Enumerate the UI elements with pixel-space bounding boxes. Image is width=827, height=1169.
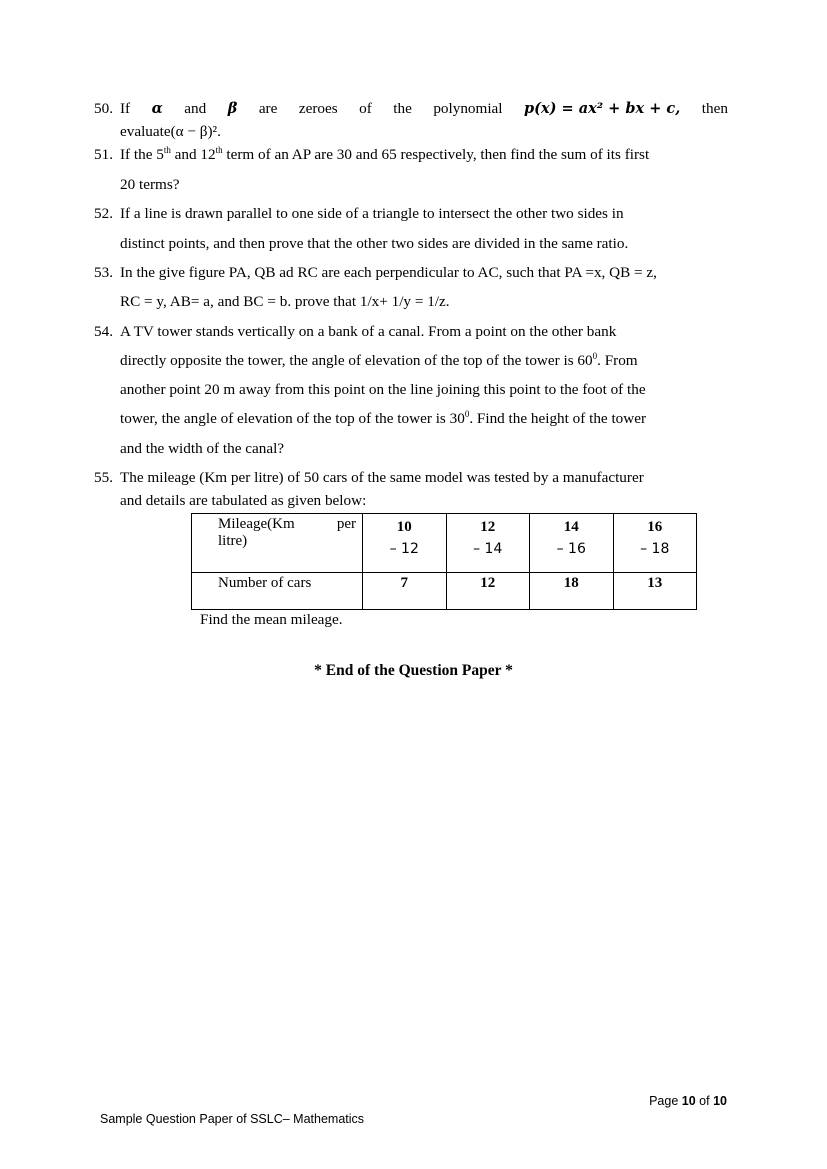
question-54-line-5: and the width of the canal? <box>120 440 285 457</box>
question-55-line-1: The mileage (Km per litre) of 50 cars of the same model was tested by a manufacturer <box>120 469 644 486</box>
table-cell-count: 7 <box>363 573 447 610</box>
question-54-line-2: directly opposite the tower, the angle of elevation of the top of the tower is $60^0$. From <box>120 351 638 369</box>
mileage-table <box>191 513 697 610</box>
table-cell-range: 12 – 14 <box>446 514 530 573</box>
table-cell-count: 12 <box>446 573 530 610</box>
question-50-line-2: evaluate(α − β)². <box>120 123 221 140</box>
page-number: Page 10 of 10 <box>649 1094 727 1108</box>
question-54-line-4: tower, the angle of elevation of the top of the tower is $30^0$. Find the height of the tower <box>120 409 647 427</box>
question-53-line-2: RC = y, AB= a, and BC = b. prove that 1/x+ 1/y = 1/z. <box>120 293 450 310</box>
polynomial-expression: p(x) = ax² + bx + c, <box>523 100 681 117</box>
question-number: 54. <box>94 323 113 340</box>
question-55-closing: Find the mean mileage. <box>200 611 343 628</box>
table-row <box>192 573 697 610</box>
question-54-line-1: A TV tower stands vertically on a bank of a canal. From a point on the other bank <box>120 323 617 340</box>
question-number: 52. <box>94 205 113 222</box>
table-cell-count: 13 <box>613 573 697 610</box>
question-number: 51. <box>94 146 113 163</box>
table-header-cell: Mileage(Km per litre) <box>192 514 363 573</box>
end-of-paper: * End of the Question Paper * <box>314 662 513 679</box>
footer-document-title: Sample Question Paper of SSLC– Mathematics <box>100 1112 365 1126</box>
question-53-line-1: In the give figure PA, QB ad RC are each perpendicular to AC, such that PA =x, QB = z, <box>120 264 657 281</box>
question-number: 50. <box>94 100 113 117</box>
question-54-line-3: another point 20 m away from this point on the line joining this point to the foot of the <box>120 381 646 398</box>
table-row <box>192 514 697 573</box>
table-row-label: Number of cars <box>192 573 363 610</box>
question-number: 55. <box>94 469 113 486</box>
question-number: 53. <box>94 264 113 281</box>
table-cell-range: 10 – 12 <box>363 514 447 573</box>
question-52-line-1: If a line is drawn parallel to one side of a triangle to intersect the other two sides in <box>120 205 624 222</box>
table-cell-count: 18 <box>530 573 614 610</box>
question-55-line-2: and details are tabulated as given below: <box>120 492 367 509</box>
question-51-line-2: 20 terms? <box>120 176 180 193</box>
question-51-line-1: If the 5th and 12th term of an AP are 30 and 65 respectively, then find the sum of its first <box>120 145 650 163</box>
question-52-line-2: distinct points, and then prove that the other two sides are divided in the same ratio. <box>120 235 629 252</box>
table-cell-range: 14 – 16 <box>530 514 614 573</box>
table-cell-range: 16 – 18 <box>613 514 697 573</box>
question-50-line-1: If α and β are zeroes of the polynomial p(x) = ax² + bx + c, then <box>120 100 728 117</box>
